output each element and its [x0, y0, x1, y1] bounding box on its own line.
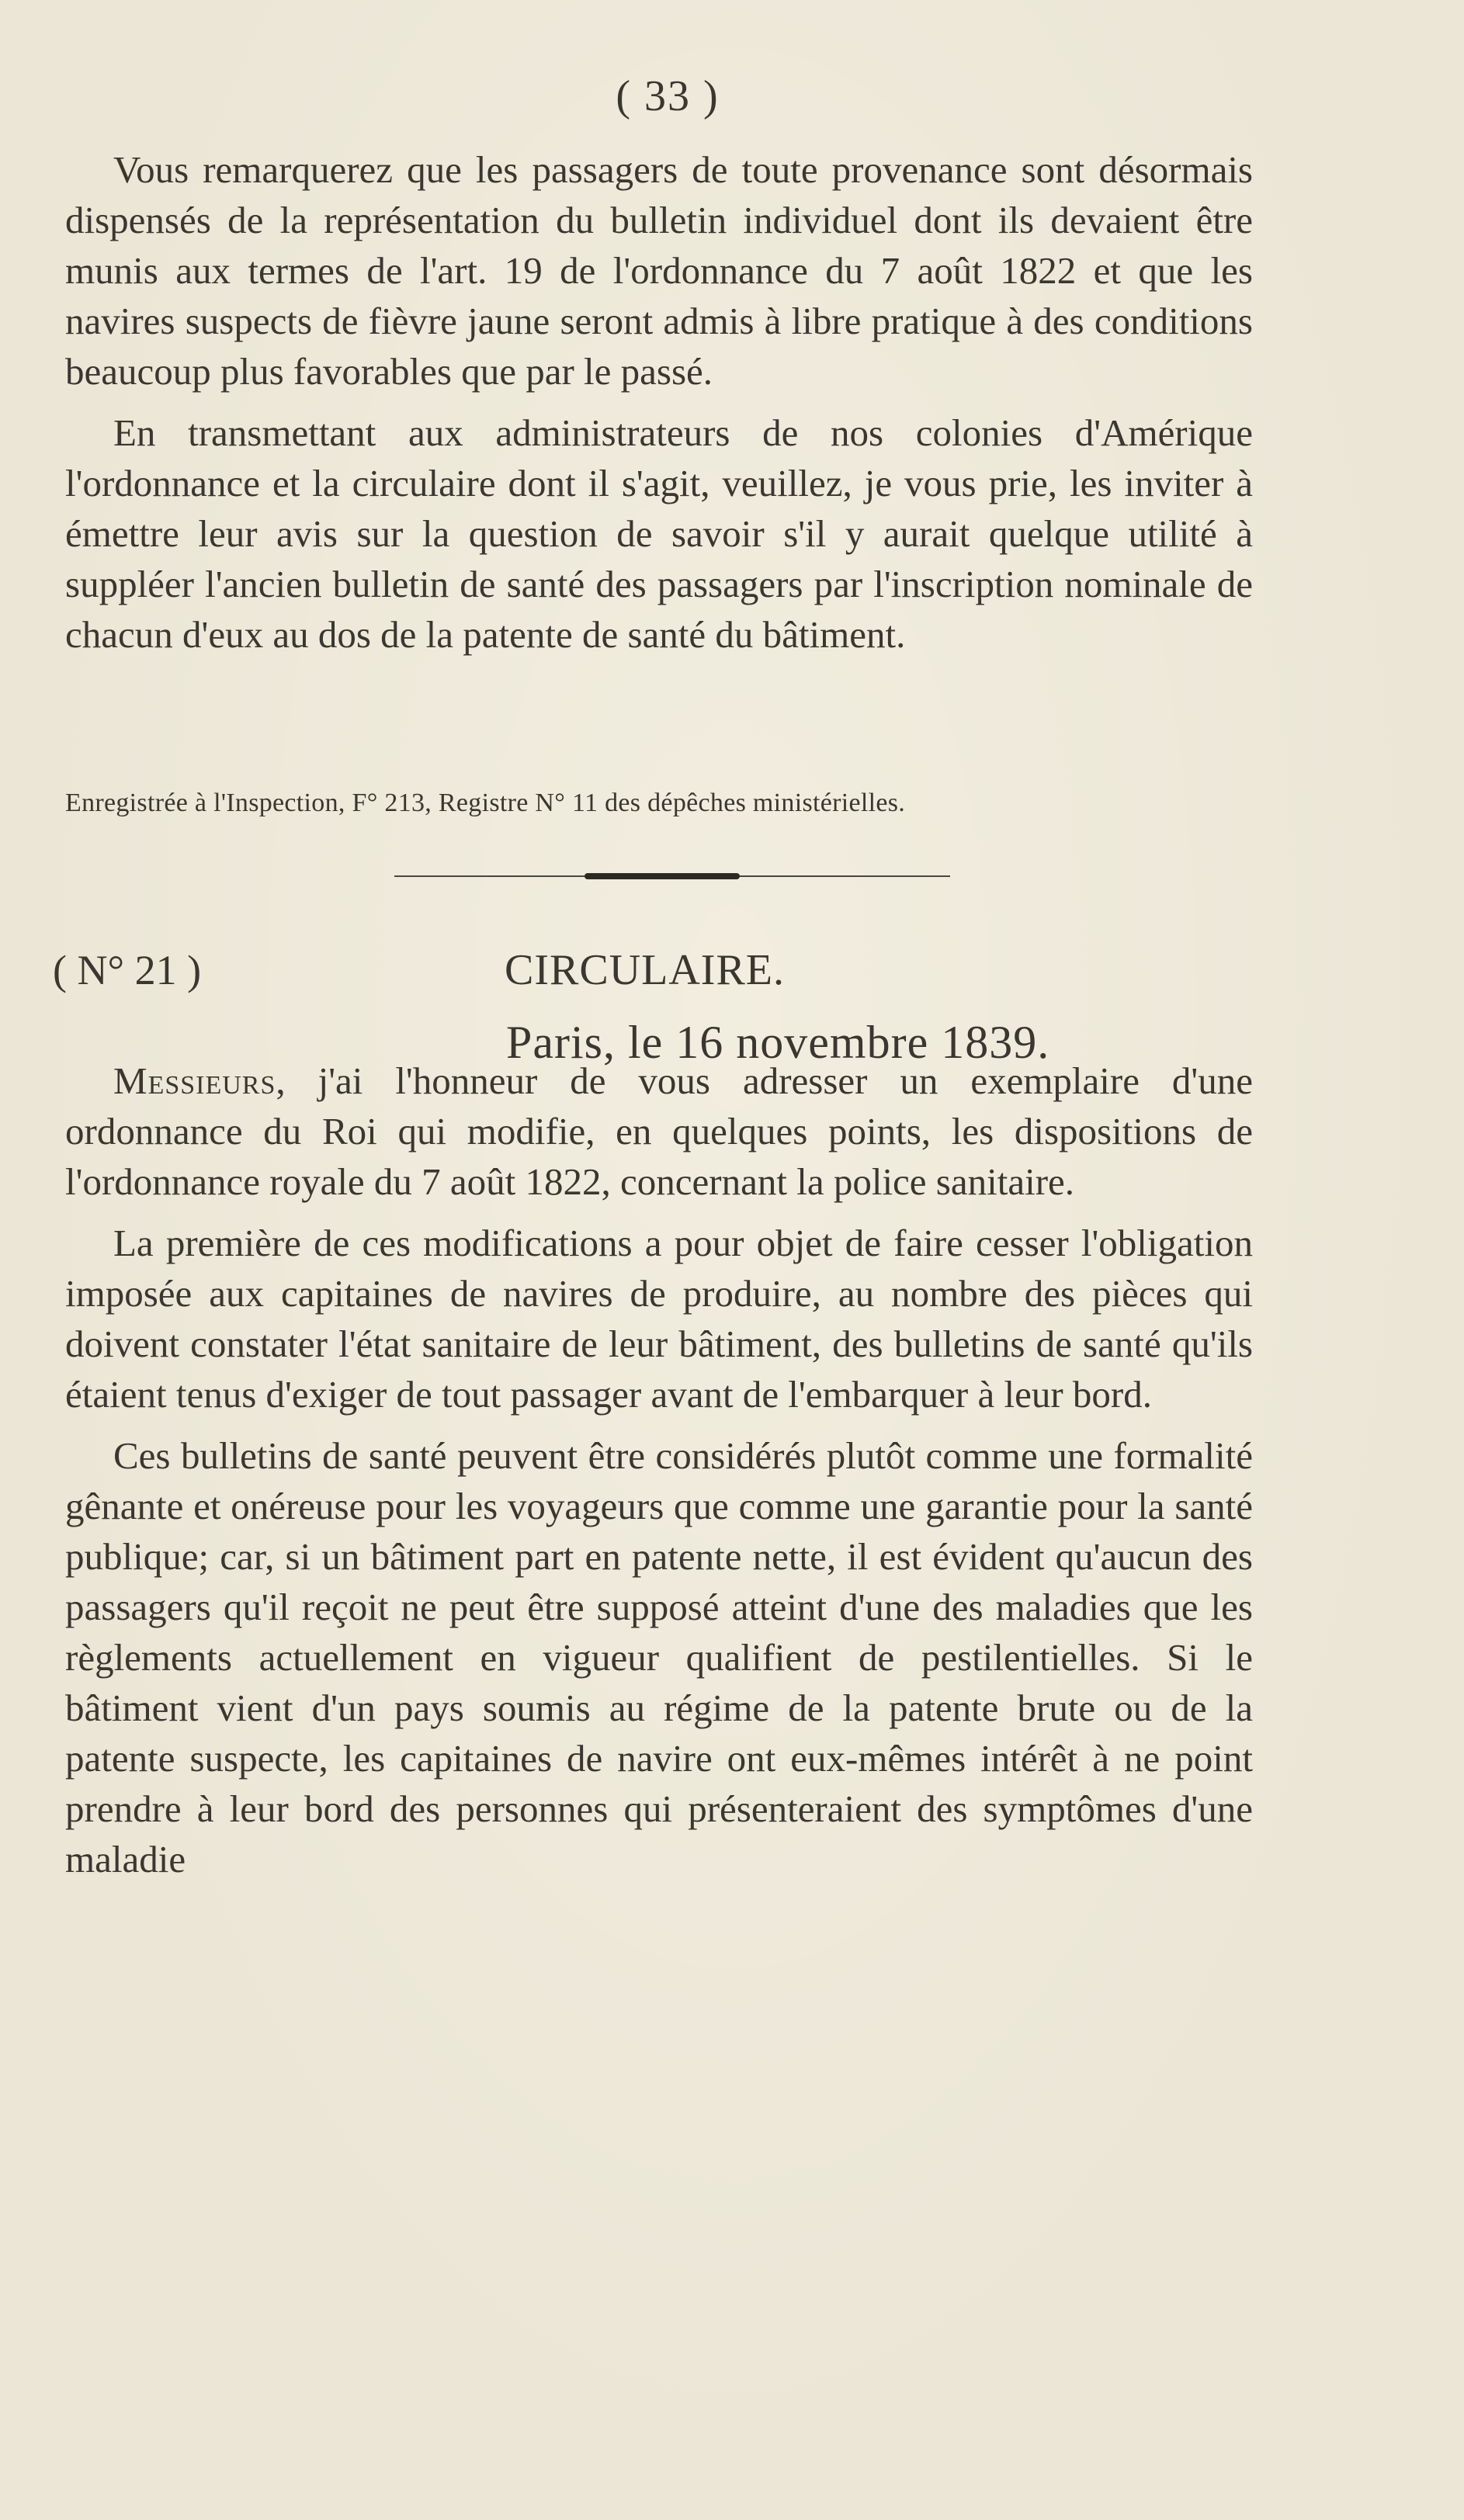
circular-title: CIRCULAIRE. — [505, 946, 785, 994]
section-divider — [394, 875, 950, 878]
registry-note: Enregistrée à l'Inspection, F° 213, Registre N° 11 des dépêches ministérielles. — [65, 789, 906, 817]
circular-number: ( N° 21 ) — [53, 947, 202, 993]
salutation: Messieurs — [113, 1059, 276, 1102]
continued-text-block — [65, 144, 1253, 660]
divider-ornament — [585, 873, 740, 879]
paragraph: Ces bulletins de santé peuvent être considérés plutôt comme une formalité gênante et onéreuse pour les voyageurs que comme une garantie pour la santé publique; car, si un bâtiment part en patente nette, il est évident qu'aucun des passagers qu'il reçoit ne peut être supposé atteint d'une des maladies que les règlements actuellement en vigueur qualifient de pestilentielles. Si le bâtiment vient d'un pays soumis au régime de la patente brute ou de la patente suspecte, les capitaines de navire ont eux-mêmes intérêt à ne point prendre à leur bord des personnes qui présenteraient des symptômes d'une maladie — [65, 1434, 1253, 1880]
paragraph-text: , j'ai l'honneur de vous adresser un exemplaire d'une ordonnance du Roi qui modifie, en quelques points, les dispositions de l'ordonnance royale du 7 août 1822, concernant la police sanitaire. — [65, 1059, 1253, 1203]
paragraph: La première de ces modifications a pour objet de faire cesser l'obligation imposée aux capitaines de navires de produire, au nombre des pièces qui doivent constater l'état sanitaire de leur bâtiment, des bulletins de santé qu'ils étaient tenus d'exiger de tout passager avant de l'embarquer à leur bord. — [65, 1222, 1253, 1416]
circular-date: Paris, le 16 novembre 1839. — [506, 1017, 1050, 1068]
paragraph — [65, 1055, 1253, 1207]
circular-body — [65, 1055, 1253, 1884]
page-number: ( 33 ) — [616, 72, 720, 120]
paragraph: En transmettant aux administrateurs de nos colonies d'Amérique l'ordonnance et la circulaire dont il s'agit, veuillez, je vous prie, les inviter à émettre leur avis sur la question de savoir s'il y aurait quelque utilité à suppléer l'ancien bulletin de santé des passagers par l'inscription nominale de chacun d'eux au dos de la patente de santé du bâtiment. — [65, 411, 1253, 656]
paragraph: Vous remarquerez que les passagers de toute provenance sont désormais dispensés de la représentation du bulletin individuel dont ils devaient être munis aux termes de l'art. 19 de l'ordonnance du 7 août 1822 et que les navires suspects de fièvre jaune seront admis à libre pratique à des conditions beaucoup plus favorables que par le passé. — [65, 148, 1253, 393]
